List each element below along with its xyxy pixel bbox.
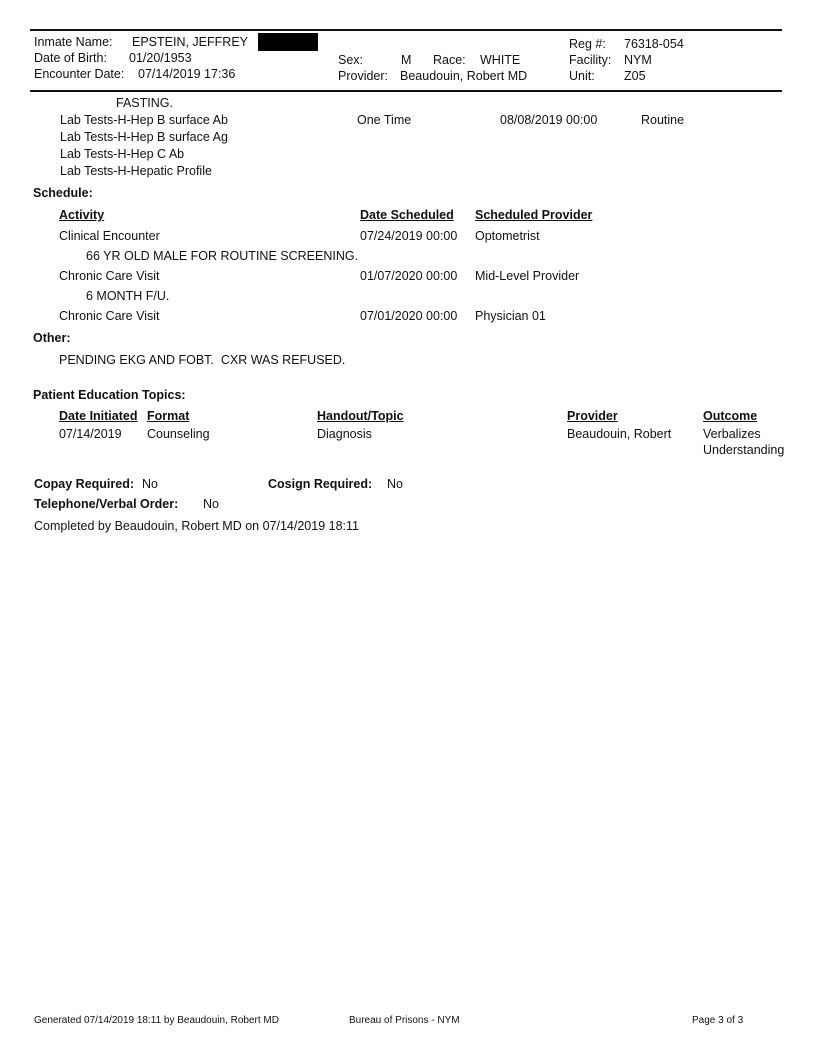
schedule-row-3-date: 07/01/2020 00:00 xyxy=(360,309,458,323)
copay-label: Copay Required: xyxy=(34,477,135,491)
lab-test-1: Lab Tests-H-Hep B surface Ab xyxy=(60,113,228,127)
inmate-name: EPSTEIN, JEFFREY xyxy=(132,35,248,49)
facility-value: NYM xyxy=(624,53,652,67)
footer-generated: Generated 07/14/2019 18:11 by Beaudouin, Robert MD xyxy=(34,1015,279,1026)
cosign-value: No xyxy=(387,477,403,491)
completed-by: Completed by Beaudouin, Robert MD on 07/14/2019 18:11 xyxy=(34,519,359,533)
education-col-topic: Handout/Topic xyxy=(317,409,404,423)
schedule-row-3-activity: Chronic Care Visit xyxy=(59,309,160,323)
provider-label: Provider: xyxy=(338,69,389,83)
schedule-row-2-note: 6 MONTH F/U. xyxy=(86,289,170,303)
inmate-name-label: Inmate Name: xyxy=(34,35,113,49)
lab-test-4: Lab Tests-H-Hepatic Profile xyxy=(60,164,212,178)
schedule-row-1-note: 66 YR OLD MALE FOR ROUTINE SCREENING. xyxy=(86,249,359,263)
header-top-rule xyxy=(30,29,782,31)
telephone-label: Telephone/Verbal Order: xyxy=(34,497,179,511)
race-label: Race: xyxy=(433,53,466,67)
education-heading: Patient Education Topics: xyxy=(33,388,186,402)
schedule-row-2-activity: Chronic Care Visit xyxy=(59,269,160,283)
redaction-box xyxy=(258,33,318,51)
dob-label: Date of Birth: xyxy=(34,51,107,65)
encounter-date-value: 07/14/2019 17:36 xyxy=(138,67,236,81)
education-col-provider: Provider xyxy=(567,409,618,423)
facility-label: Facility: xyxy=(569,53,612,67)
education-row-date: 07/14/2019 xyxy=(59,427,122,441)
education-row-outcome-line2: Understanding xyxy=(703,443,785,457)
schedule-col-activity: Activity xyxy=(59,208,105,222)
education-col-outcome: Outcome xyxy=(703,409,758,423)
footer-page: Page 3 of 3 xyxy=(692,1015,744,1026)
schedule-col-date: Date Scheduled xyxy=(360,208,454,222)
schedule-row-1-activity: Clinical Encounter xyxy=(59,229,160,243)
education-col-date: Date Initiated xyxy=(59,409,138,423)
encounter-date-label: Encounter Date: xyxy=(34,67,125,81)
education-row-format: Counseling xyxy=(147,427,210,441)
lab-due-date: 08/08/2019 00:00 xyxy=(500,113,598,127)
sex-label: Sex: xyxy=(338,53,364,67)
lab-test-2: Lab Tests-H-Hep B surface Ag xyxy=(60,130,228,144)
education-row-topic: Diagnosis xyxy=(317,427,372,441)
race-value: WHITE xyxy=(480,53,521,67)
schedule-row-2-provider: Mid-Level Provider xyxy=(475,269,580,283)
lab-note: FASTING. xyxy=(116,96,173,110)
schedule-row-1-date: 07/24/2019 00:00 xyxy=(360,229,458,243)
schedule-row-1-provider: Optometrist xyxy=(475,229,540,243)
schedule-heading: Schedule: xyxy=(33,186,93,200)
other-text: PENDING EKG AND FOBT. CXR WAS REFUSED. xyxy=(59,353,346,367)
provider-value: Beaudouin, Robert MD xyxy=(400,69,528,83)
header-bottom-rule xyxy=(30,90,782,92)
sex-value: M xyxy=(401,53,412,67)
reg-label: Reg #: xyxy=(569,37,606,51)
footer-bureau: Bureau of Prisons - NYM xyxy=(349,1015,460,1026)
schedule-row-2-date: 01/07/2020 00:00 xyxy=(360,269,458,283)
lab-priority: Routine xyxy=(641,113,685,127)
unit-value: Z05 xyxy=(624,69,646,83)
unit-label: Unit: xyxy=(569,69,595,83)
dob-value: 01/20/1953 xyxy=(129,51,192,65)
cosign-label: Cosign Required: xyxy=(268,477,373,491)
other-heading: Other: xyxy=(33,331,71,345)
education-row-provider: Beaudouin, Robert xyxy=(567,427,672,441)
education-col-format: Format xyxy=(147,409,190,423)
reg-value: 76318-054 xyxy=(624,37,684,51)
lab-test-3: Lab Tests-H-Hep C Ab xyxy=(60,147,185,161)
telephone-value: No xyxy=(203,497,219,511)
copay-value: No xyxy=(142,477,158,491)
schedule-col-provider: Scheduled Provider xyxy=(475,208,593,222)
schedule-row-3-provider: Physician 01 xyxy=(475,309,546,323)
education-row-outcome-line1: Verbalizes xyxy=(703,427,761,441)
lab-frequency: One Time xyxy=(357,113,412,127)
